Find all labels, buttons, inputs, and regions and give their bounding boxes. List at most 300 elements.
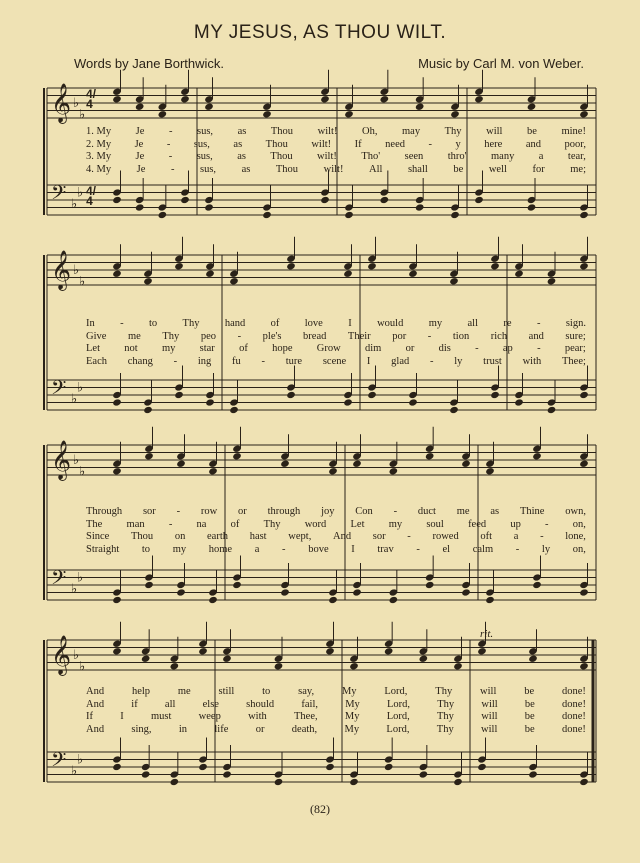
lyric-syllable: - [429,355,434,367]
lyric-syllable: mine! [561,126,586,137]
lyric-syllable: - [170,163,175,175]
note-head [425,452,435,460]
lyric-syllable: would [377,318,404,329]
lyric-syllable: in [178,723,188,735]
lyric-syllable: - [173,355,178,367]
lyric-syllable: Straight [86,543,120,555]
note-head [325,763,335,771]
flat-sign: ♭ [77,184,84,200]
lyric-syllable: help [131,686,151,697]
note-head [579,460,589,468]
lyric-syllable: a [538,151,544,162]
lyric-syllable: seen [404,151,424,162]
note-head [389,596,399,604]
note-head [389,467,399,475]
lyric-syllable: Je [135,126,145,137]
flat-sign: ♭ [73,95,80,110]
lyric-syllable: - [416,543,420,555]
lyric-syllable: 4. My [86,163,112,175]
lyrics-system-1 [86,126,586,176]
lyric-syllable: sus, [193,138,210,150]
note-head [527,103,537,111]
lyric-syllable: - [261,355,265,367]
note-head [485,596,495,604]
lyric-syllable: sign. [565,318,586,329]
note-head [485,467,495,475]
lyric-syllable: trav [377,543,394,555]
flat-sign: ♭ [71,195,78,211]
lyric-syllable: All [369,163,383,175]
note-head [274,778,284,786]
lyric-syllable: earth [207,531,229,542]
note-head [380,196,390,204]
lyric-syllable: Je [136,163,146,175]
lyric-syllable: And [86,686,105,697]
lyric-syllable: The [86,518,103,530]
note-head [222,655,232,663]
note-head [180,196,190,204]
lyric-syllable: 1. My [86,126,112,137]
note-head [579,778,589,786]
lyric-syllable: Thou [265,138,288,150]
note-head [205,398,215,406]
note-head [112,647,122,655]
lyric-syllable: Tho' [361,151,381,162]
lyric-syllable: be [527,126,537,137]
note-head [547,406,557,414]
lyric-syllable: Thy [437,711,454,722]
lyric-syllable: a [513,531,519,542]
lyric-syllable: hand [224,318,246,329]
lyric-syllable: fu [232,355,241,367]
lyric-syllable: Thou [131,531,154,542]
flat-sign: ♭ [79,106,86,122]
lyric-syllable: - [166,138,171,150]
note-head [579,588,589,596]
lyric-syllable: Let [350,518,365,530]
note-head [112,467,122,475]
note-head [174,262,184,270]
flat-sign: ♭ [79,273,86,289]
lyric-syllable: as [490,506,500,517]
lyric-syllable: Thou [270,126,294,137]
lyric-syllable: my [161,343,176,354]
note-head [135,203,145,211]
note-head [141,770,151,778]
lyric-syllable: scene [322,355,347,367]
lyric-syllable: - [407,531,411,542]
lyrics-system-3 [86,506,586,556]
lyric-line-verse-1 [86,126,586,139]
lyric-syllable: to [141,543,151,555]
note-head [112,95,122,103]
lyric-syllable: or [405,343,415,354]
lyric-syllable: word [304,518,327,530]
lyric-syllable: row [200,506,218,517]
lyric-syllable: fail, [301,698,318,710]
lyric-syllable: duct [417,506,436,517]
time-signature-bass: 4/4 [86,184,97,208]
note-head [320,95,330,103]
lyric-syllable: hope [272,343,293,354]
note-head [198,763,208,771]
note-head [527,203,537,211]
lyric-syllable: oft [480,531,493,542]
lyric-line-verse-3 [86,343,586,356]
lyric-syllable: up [510,518,521,530]
note-head [450,110,460,118]
note-head [320,196,330,204]
flat-sign: ♭ [73,452,80,467]
lyric-syllable: 3. My [86,151,112,162]
lyric-syllable: will [486,126,503,137]
lyric-syllable: Give [86,330,107,342]
lyric-syllable: Oh, [362,126,378,137]
lyric-syllable: My [345,698,360,710]
lyric-syllable: Through [86,506,123,517]
lyric-syllable: weep [198,711,221,722]
note-head [490,262,500,270]
lyric-syllable: - [427,330,432,342]
note-head [344,211,354,219]
lyric-syllable: Je [135,151,145,162]
lyric-syllable: - [282,543,286,555]
note-head [143,277,153,285]
flat-sign: ♭ [79,463,86,479]
lyric-syllable: on [174,531,186,542]
note-head [112,196,122,204]
note-head [352,460,362,468]
note-head [579,211,589,219]
lyric-syllable: on, [572,518,586,530]
note-head [208,596,218,604]
note-head [453,778,463,786]
lyric-syllable: Thou [270,151,293,162]
lyric-line-verse-4 [86,164,586,177]
lyric-syllable: death, [291,723,318,735]
lyric-syllable: feed [468,518,487,530]
lyric-syllable: dis [438,343,451,354]
page-number: (82) [310,802,330,816]
lyric-syllable: and [525,138,541,150]
note-head [170,778,180,786]
note-head [158,211,168,219]
note-head [328,596,338,604]
note-head [579,262,589,270]
lyric-syllable: Lord, [384,686,408,697]
lyric-line-verse-3 [86,711,586,724]
note-head [232,581,242,589]
lyric-syllable: wilt! [317,151,337,162]
lyric-syllable: soul [426,518,444,530]
lyric-syllable: with [248,711,267,722]
lyric-syllable: sing, [131,723,152,735]
lyric-syllable: Thy [437,698,455,710]
note-head [352,588,362,596]
lyric-syllable: na [196,518,207,530]
note-head [176,588,186,596]
lyric-syllable: all [164,698,176,710]
note-head [325,647,335,655]
lyric-syllable: man [126,518,145,530]
lyric-syllable: should [246,698,275,710]
lyric-line-verse-2 [86,519,586,532]
lyric-syllable: sor [142,506,156,517]
note-head [343,270,353,278]
lyric-syllable: rich [490,330,508,342]
lyric-syllable: - [537,343,541,354]
lyric-syllable: will [481,711,498,722]
lyric-syllable: wilt! [323,163,344,175]
lyric-syllable: will [480,686,497,697]
note-head [229,406,239,414]
lyric-syllable: tear, [567,151,586,162]
lyric-syllable: tion [452,330,470,342]
lyric-syllable: Thou [275,163,299,175]
lyric-syllable: If [354,138,362,150]
lyric-syllable: own, [565,506,586,517]
note-head [514,270,524,278]
lyric-syllable: home [208,543,233,555]
lyric-syllable: of [239,343,248,354]
lyric-line-verse-2 [86,699,586,712]
treble-clef: 𝄞 [51,83,72,123]
flat-sign: ♭ [73,647,80,662]
note-head [144,581,154,589]
note-head [384,763,394,771]
lyric-syllable: all [467,318,479,329]
flat-sign: ♭ [77,379,84,395]
lyric-syllable: ly [541,543,551,555]
lyric-syllable: must [151,711,172,722]
lyric-syllable: - [515,543,520,555]
note-head [274,662,284,670]
lyric-syllable: por [392,330,407,342]
lyric-syllable: Thy [444,126,462,137]
lyric-syllable: done! [562,686,586,697]
note-head [367,262,377,270]
lyric-syllable: ple's [262,330,282,342]
lyric-syllable: star [199,343,215,354]
note-head [344,110,354,118]
lyric-syllable: hast [249,531,267,542]
lyric-syllable: be [524,698,535,710]
note-head [461,460,471,468]
lyric-syllable: Con [355,506,373,517]
lyric-syllable: of [230,518,240,530]
lyric-syllable: Their [347,330,371,342]
lyric-syllable: My [341,686,357,697]
lyric-syllable: wept, [288,531,312,542]
note-head [419,655,429,663]
lyric-syllable: be [524,711,535,722]
lyric-syllable: as [233,138,243,150]
lyric-syllable: And [86,723,105,735]
note-head [408,398,418,406]
note-head [514,398,524,406]
note-head [141,655,151,663]
lyric-syllable: - [168,126,173,137]
lyric-syllable: may [402,126,421,137]
lyric-syllable: me [177,686,191,697]
lyric-syllable: and [528,330,544,342]
note-head [453,662,463,670]
lyric-syllable: Thy [436,723,454,735]
note-head [477,647,487,655]
lyric-syllable: ly [454,355,463,367]
words-credit: Words by Jane Borthwick. [74,56,225,71]
lyric-syllable: sor [372,531,386,542]
note-head [280,588,290,596]
lyric-syllable: I [366,355,371,367]
lyric-syllable: Je [134,138,144,150]
lyric-syllable: a [254,543,260,555]
lyric-syllable: Thine [519,506,545,517]
lyric-syllable: sus, [196,126,214,137]
lyric-syllable: will [481,698,498,710]
lyric-syllable: Each [86,355,107,367]
lyric-syllable: - [475,343,479,354]
note-head [474,95,484,103]
lyric-syllable: done! [562,698,586,710]
note-head [170,662,180,670]
lyric-syllable: Thy [435,686,453,697]
lyric-syllable: - [168,151,173,162]
lyric-line-verse-1 [86,318,586,331]
lyric-syllable: me; [570,163,586,175]
lyric-syllable: else [202,698,219,710]
note-head [579,110,589,118]
note-head [528,655,538,663]
lyric-line-verse-2 [86,331,586,344]
lyric-syllable: be [524,723,535,735]
bass-clef: 𝄢 [51,748,67,776]
note-head [532,452,542,460]
note-head [532,581,542,589]
note-head [380,95,390,103]
lyric-syllable: say, [298,686,315,697]
lyric-syllable: thro' [447,151,467,162]
music-credit: Music by Carl M. von Weber. [418,56,584,71]
hymn-title: MY JESUS, AS THOU WILT. [193,22,447,43]
lyric-syllable: And [333,531,352,542]
note-head [449,277,459,285]
lyrics-system-2 [86,318,586,368]
lyric-syllable: Lord, [386,711,410,722]
note-head [384,647,394,655]
lyric-syllable: as [237,151,246,162]
note-head [135,103,145,111]
lyric-line-verse-3 [86,531,586,544]
lyric-syllable: - [540,531,544,542]
note-head [419,770,429,778]
lyric-line-verse-1 [86,506,586,519]
lyric-syllable: done! [561,723,586,735]
note-head [408,270,418,278]
bass-clef: 𝄢 [51,376,67,404]
note-head [367,391,377,399]
note-head [415,203,425,211]
lyric-syllable: for [532,163,545,175]
lyric-syllable: will [481,723,498,735]
lyric-syllable: bove [308,543,329,555]
lyric-syllable: Thee, [294,711,318,722]
lyric-syllable: ture [285,355,303,367]
flat-sign: ♭ [73,262,80,277]
lyric-syllable: or [238,506,247,517]
lyric-syllable: My [344,723,360,735]
note-head [262,211,272,219]
bass-clef: 𝄢 [51,181,67,209]
note-head [349,778,359,786]
lyric-line-verse-4 [86,724,586,737]
note-head [280,460,290,468]
lyric-syllable: poor, [564,138,586,150]
note-head [204,103,214,111]
lyric-syllable: my [172,543,187,555]
lyric-syllable: me [456,506,470,517]
lyric-syllable: wilt! [317,126,338,137]
lyric-syllable: not [124,343,138,354]
lyric-syllable: And [86,698,105,710]
lyric-syllable: peo [200,330,217,342]
lyric-syllable: Thy [182,318,200,329]
lyric-syllable: glad [391,355,410,367]
lyric-syllable: chang [127,355,153,367]
lyric-syllable: calm [472,543,494,555]
lyric-syllable: Lord, [387,698,411,710]
note-head [477,763,487,771]
lyric-syllable: with [522,355,542,367]
note-head [205,270,215,278]
note-head [286,262,296,270]
lyric-syllable: joy [321,506,335,517]
lyric-syllable: if [131,698,138,710]
lyric-syllable: - [176,506,181,517]
lyric-syllable: I [348,318,352,329]
lyric-line-verse-1 [86,686,586,699]
lyric-syllable: rowed [432,531,459,542]
lyric-syllable: Thy [263,518,281,530]
lyric-syllable: many [491,151,515,162]
lyric-syllable: - [237,330,242,342]
lyric-syllable: need [385,138,405,150]
note-head [143,406,153,414]
lyric-syllable: dim [364,343,382,354]
lyric-syllable: done! [561,711,586,722]
lyric-syllable: I [120,711,124,722]
lyric-syllable: Thee; [562,355,586,367]
note-head [262,110,272,118]
note-head [112,763,122,771]
lyric-syllable: to [149,318,158,329]
lyric-syllable: el [442,543,451,555]
lyric-syllable: In [86,318,95,329]
note-head [208,467,218,475]
lyric-syllable: still [218,686,235,697]
note-head [112,596,122,604]
lyric-syllable: trust [483,355,502,367]
note-head [450,211,460,219]
note-head [528,770,538,778]
lyric-syllable: life [214,723,229,735]
lyric-syllable: - [168,518,173,530]
lyric-syllable: to [262,686,271,697]
note-head [449,406,459,414]
lyric-syllable: re [503,318,512,329]
lyric-syllable: well [488,163,507,175]
lyric-line-verse-4 [86,356,586,369]
